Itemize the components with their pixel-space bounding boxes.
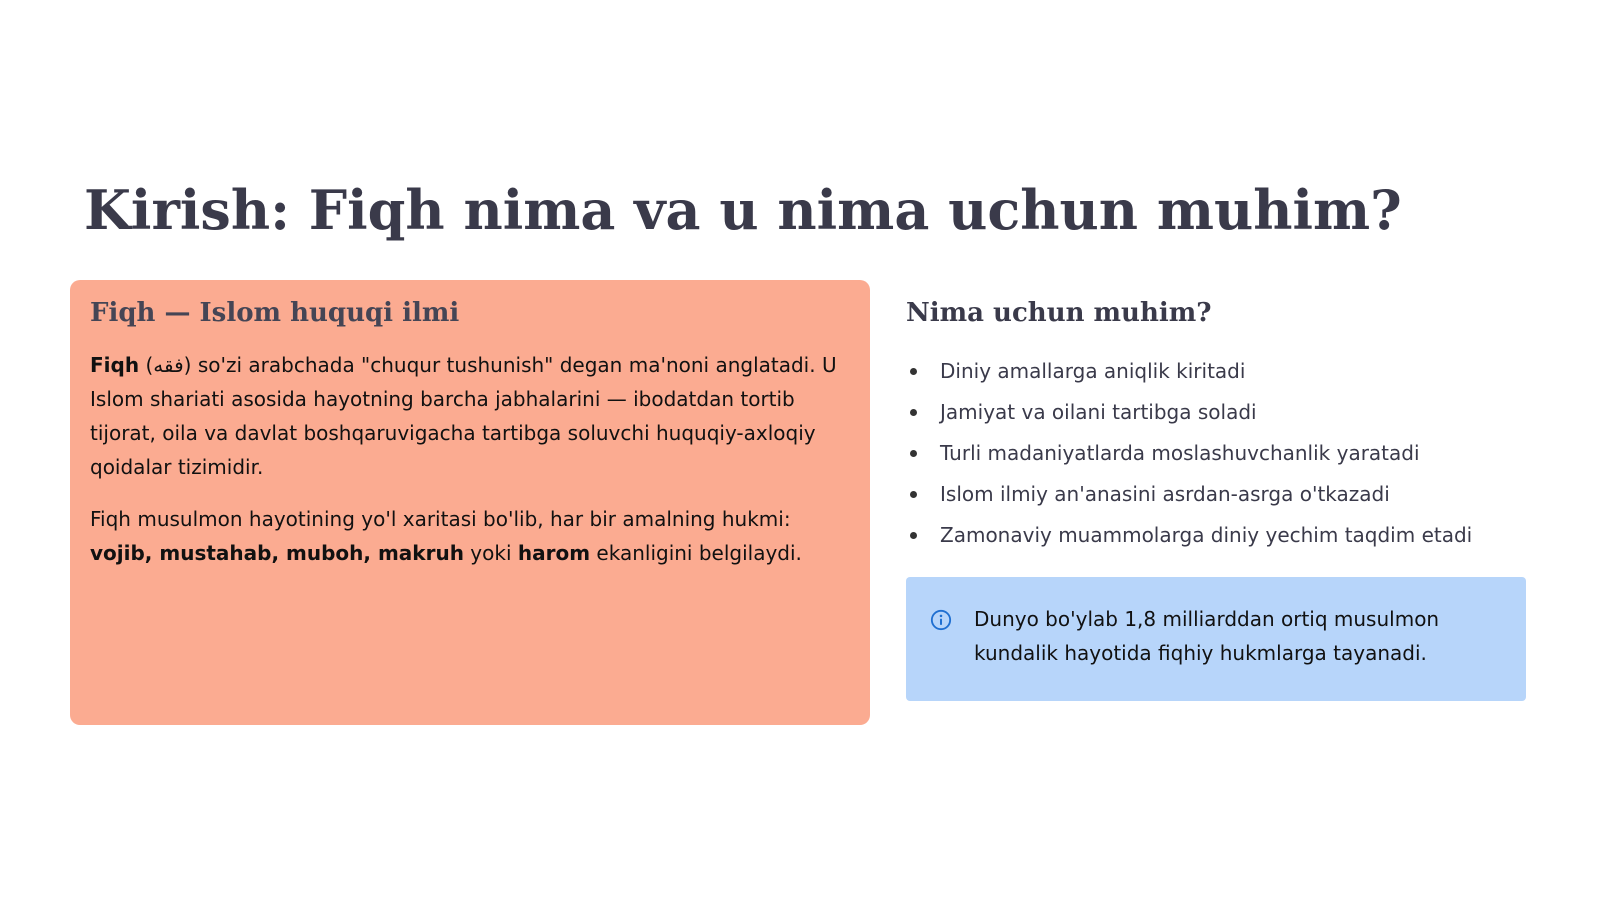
importance-item: [906, 392, 1546, 433]
rulings-outro-text: ekanligini belgilaydi.: [590, 541, 802, 565]
bullet-icon: [910, 368, 917, 375]
slide-title: Kirish: Fiqh nima va u nima uchun muhim?: [84, 178, 1402, 242]
importance-list: [906, 351, 1546, 556]
importance-item: [906, 474, 1546, 515]
importance-item-text: Turli madaniyatlarda moslashuvchanlik yaratadi: [940, 441, 1420, 465]
rulings-intro-text: Fiqh musulmon hayotining yo'l xaritasi bo'lib, har bir amalning hukmi:: [90, 507, 791, 531]
info-circle-icon: [930, 609, 952, 631]
bullet-icon: [910, 409, 917, 416]
importance-heading: Nima uchun muhim?: [906, 298, 1212, 328]
rulings-connector: yoki: [463, 541, 518, 565]
definition-paragraph: [90, 348, 850, 484]
fiqh-term: Fiqh: [90, 353, 140, 377]
importance-item-text: Diniy amallarga aniqlik kiritadi: [940, 359, 1246, 383]
bullet-icon: [910, 450, 917, 457]
info-callout-text: Dunyo bo'ylab 1,8 milliarddan ortiq musulmon kundalik hayotida fiqhiy hukmlarga tayanadi.: [974, 607, 1440, 665]
arabic-term: (فقه): [145, 353, 192, 377]
definition-text: so'zi arabchada "chuqur tushunish" degan ma'noni anglatadi. U Islom shariati asosida hayotning barcha jabhalarini — ibodatdan tortib tijorat, oila va davlat boshqaruvigacha tartibga soluvchi huquqiy-axloqiy qoidalar tizimidir.: [90, 353, 837, 479]
importance-item-text: Jamiyat va oilani tartibga soladi: [940, 400, 1257, 424]
bullet-icon: [910, 532, 917, 539]
bullet-icon: [910, 491, 917, 498]
importance-item-text: Islom ilmiy an'anasini asrdan-asrga o'tkazadi: [940, 482, 1390, 506]
ruling-harom: harom: [517, 541, 591, 565]
info-callout: [906, 577, 1526, 701]
rulings-paragraph: [90, 502, 850, 570]
definition-card-heading: Fiqh — Islom huquqi ilmi: [90, 298, 460, 328]
importance-item-text: Zamonaviy muammolarga diniy yechim taqdim etadi: [940, 523, 1473, 547]
importance-item: [906, 515, 1546, 556]
importance-item: [906, 351, 1546, 392]
definition-card: [70, 280, 870, 725]
rulings-list: vojib, mustahab, muboh, makruh: [90, 541, 464, 565]
importance-item: [906, 433, 1546, 474]
